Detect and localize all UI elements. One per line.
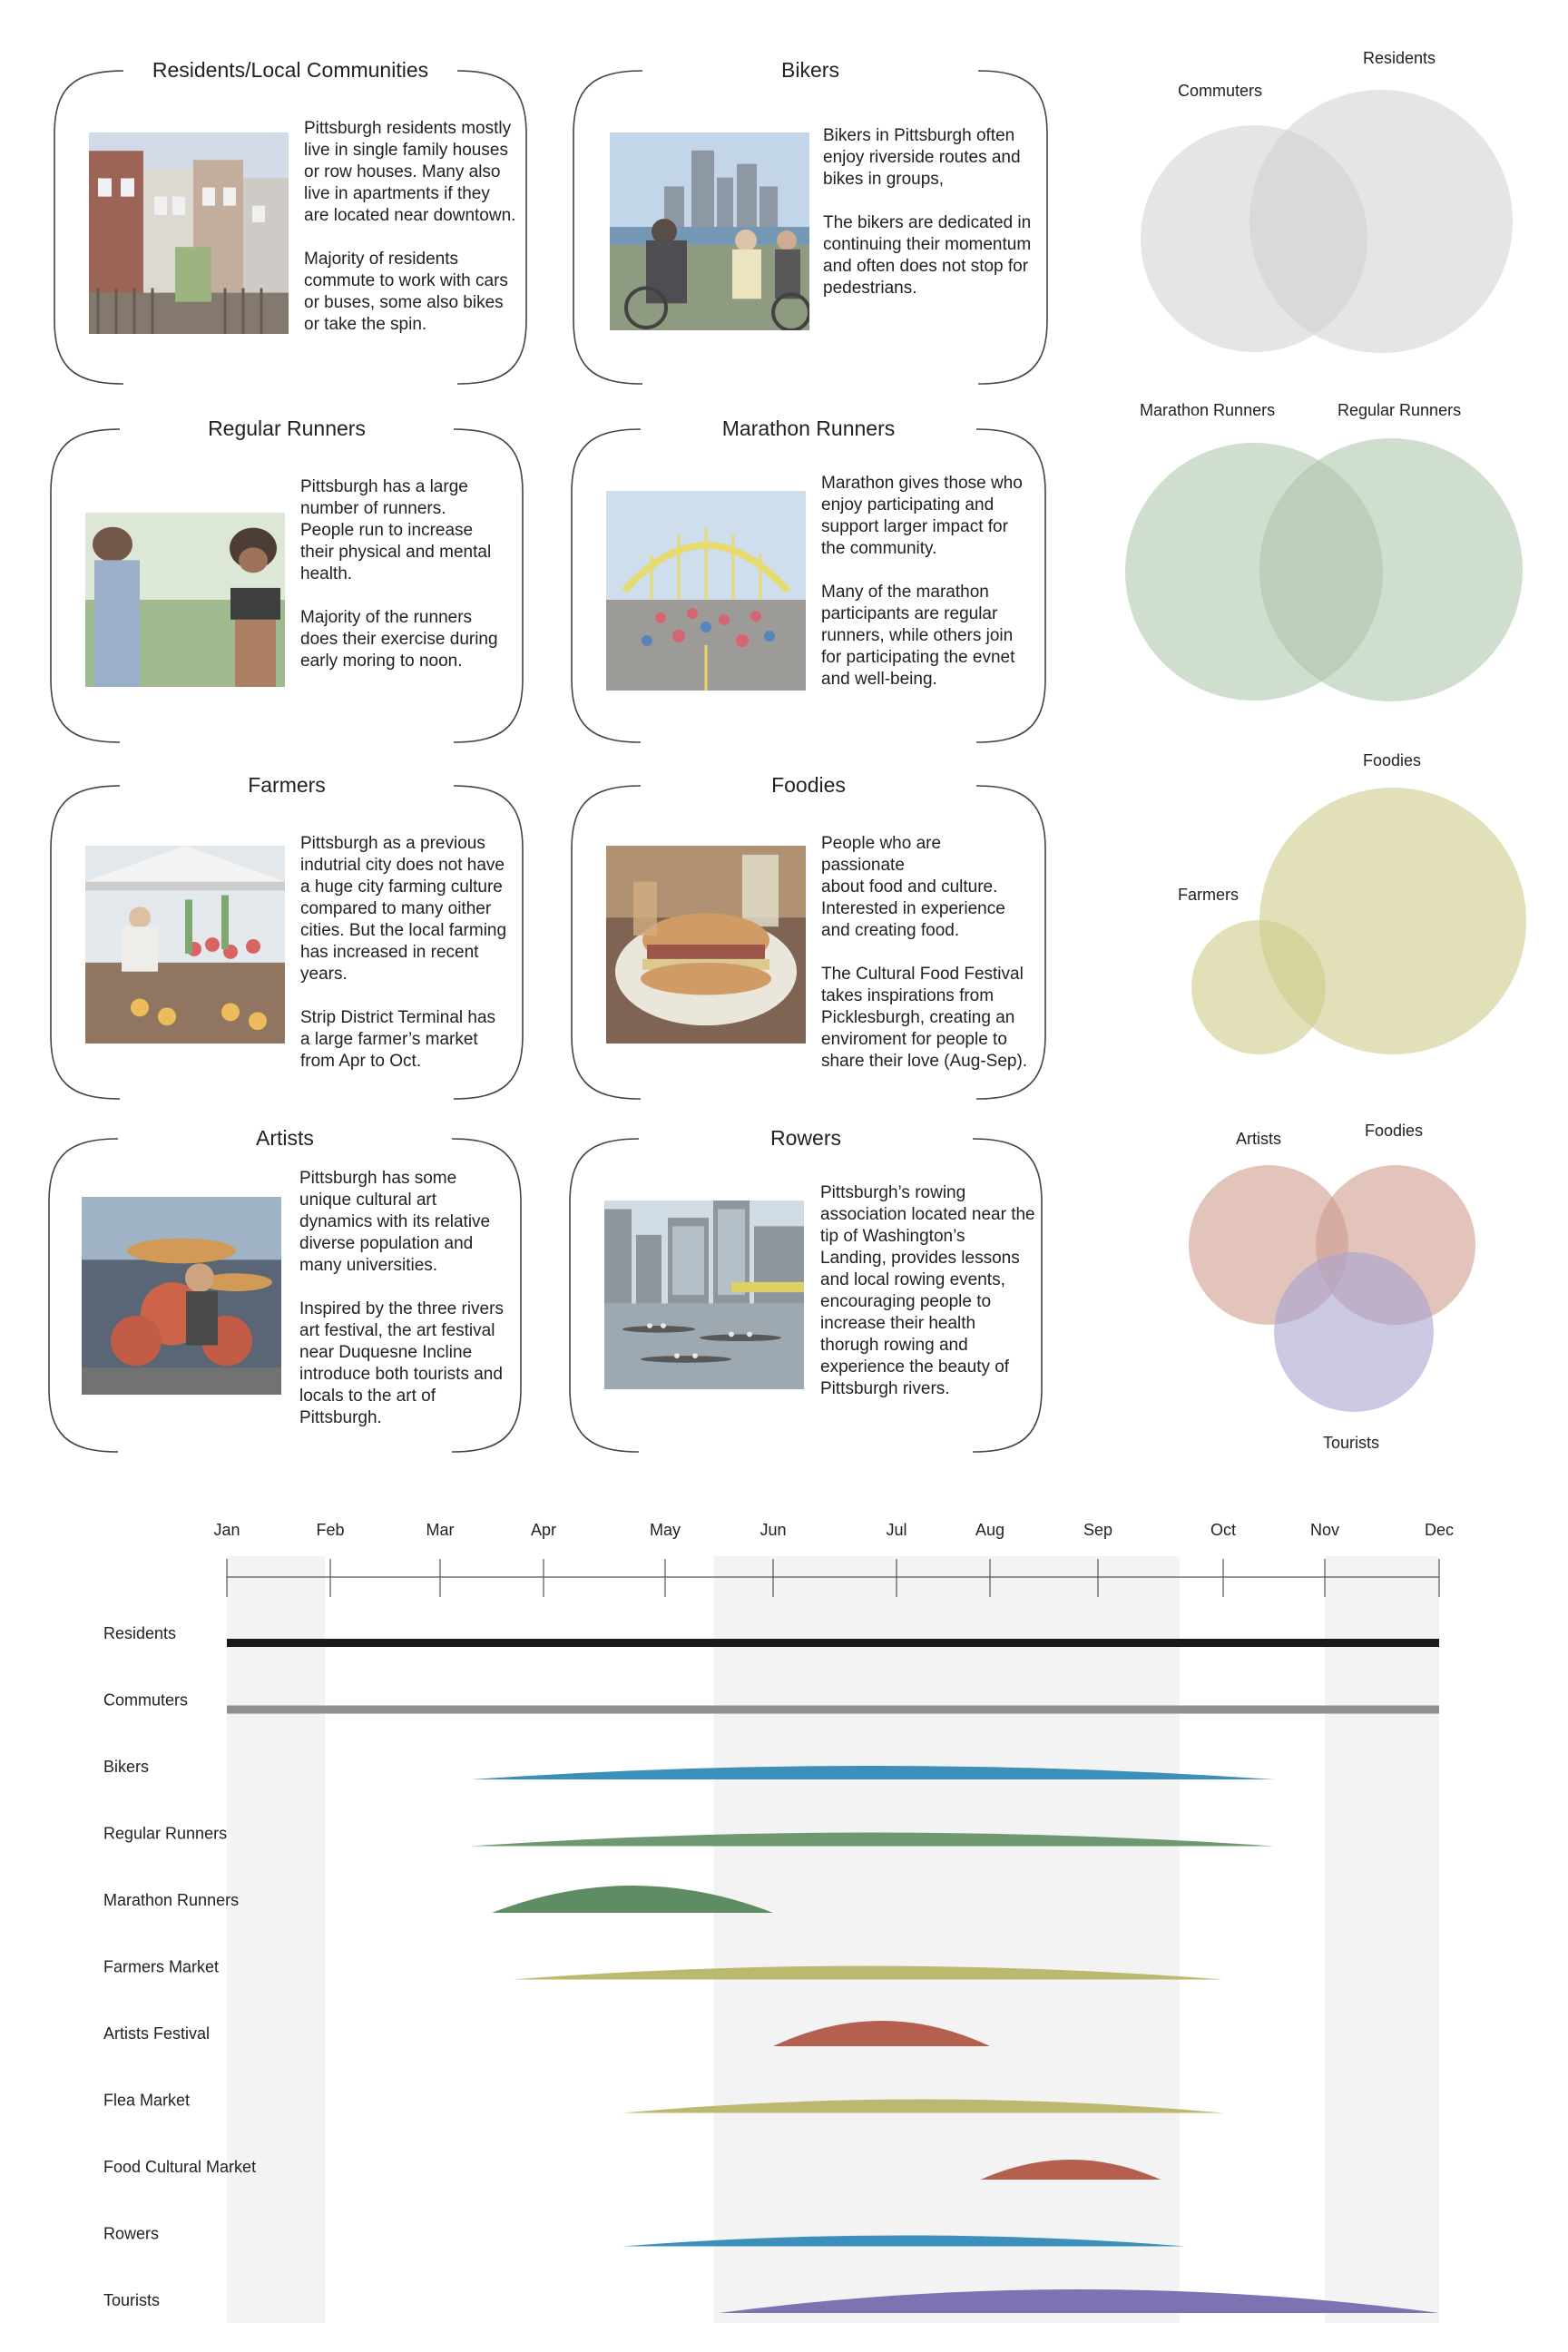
card-paragraph: The bikers are dedicated in continuing their momentum and often does not stop for pedestrians. (823, 213, 1032, 298)
card-paragraph: People who are passionate about food and culture. Interested in experience and creating food. (821, 834, 1005, 940)
venn-tourists-circle (1274, 1252, 1434, 1412)
venn-label-artists: Artists (1236, 1130, 1282, 1148)
card-foodies (572, 773, 1045, 1099)
card-title: Regular Runners (193, 416, 380, 440)
card-description (821, 473, 1044, 712)
marathon-bridge-photo (606, 491, 806, 691)
series-label: Artists Festival (103, 2024, 211, 2043)
month-label: Apr (530, 1521, 557, 1539)
venn-culture (1116, 1143, 1552, 1443)
card-paragraph: The Cultural Food Festival takes inspirations from Picklesburgh, creating an enviroment for people to share their love (Aug-Sep). (821, 965, 1028, 1071)
venn-residents-circle (1250, 90, 1513, 353)
card-paragraph: Majority of the runners does their exercise during early moring to noon. (300, 608, 498, 671)
farmers-market-photo (85, 846, 285, 1044)
series-label: Food Cultural Market (103, 2158, 257, 2176)
series-label: Farmers Market (103, 1957, 220, 1976)
month-label: Jun (760, 1521, 787, 1539)
month-label: Aug (975, 1521, 1005, 1539)
month-label: Feb (316, 1521, 345, 1539)
series-label: Commuters (103, 1690, 189, 1710)
card-description (304, 118, 522, 358)
timeline-highlight-band (1325, 1556, 1439, 2323)
series-label: Rowers (103, 2224, 160, 2243)
month-label: Oct (1210, 1521, 1237, 1539)
venn-label-commuters: Commuters (1178, 82, 1263, 100)
card-bikers (573, 58, 1047, 384)
series-label: Marathon Runners (103, 1891, 240, 1909)
card-residents (54, 58, 526, 384)
venn-label-farmers: Farmers (1178, 886, 1239, 904)
series-bar (227, 1706, 1439, 1714)
card-description (300, 476, 518, 694)
card-title: Residents/Local Communities (138, 58, 443, 82)
card-paragraph: Many of the marathon participants are regular runners, while others join for participating the evnet and well-being. (821, 583, 1015, 689)
row-houses-photo (89, 132, 289, 334)
card-paragraph: Inspired by the three rivers art festival, the art festival near Duquesne Incline introduce both tourists and locals to the art of Pittsburgh. (299, 1299, 504, 1427)
month-label: Nov (1309, 1521, 1340, 1539)
card-title: Marathon Runners (708, 416, 910, 440)
card-title: Artists (241, 1126, 328, 1150)
venn-label-tourists: Tourists (1323, 1434, 1380, 1452)
card-title: Bikers (767, 58, 854, 82)
card-description (821, 833, 1044, 1094)
seasonal-timeline-chart (0, 1479, 1568, 2350)
card-farmers (51, 773, 523, 1099)
venn-label-marathon-runners: Marathon Runners (1140, 401, 1276, 419)
card-paragraph: Marathon gives those who enjoy participating and support larger impact for the community. (821, 474, 1023, 558)
drummer-photo (82, 1197, 281, 1395)
venn-label-foodies-culture: Foodies (1365, 1122, 1424, 1140)
card-description (823, 125, 1045, 321)
card-paragraph: Majority of residents commute to work with cars or buses, some also bikes or take the spin. (304, 250, 508, 334)
card-paragraph: Pittsburgh’s rowing association located near the tip of Washington’s Landing, provides lessons and local rowing events, encouraging people to increase their health thorugh rowing and experience the beauty of Pittsburgh rivers. (820, 1183, 1035, 1398)
series-label: Residents (103, 1624, 177, 1642)
card-title: Rowers (756, 1126, 856, 1150)
month-label: Jan (213, 1521, 240, 1539)
month-label: Jul (886, 1521, 907, 1539)
runners-photo (85, 513, 285, 687)
card-title: Farmers (233, 773, 340, 797)
card-paragraph: Bikers in Pittsburgh often enjoy riverside routes and bikes in groups, (823, 126, 1021, 189)
timeline-highlight-band (714, 1556, 1180, 2323)
month-label: May (649, 1521, 681, 1539)
venn-label-regular-runners: Regular Runners (1338, 401, 1462, 419)
card-artists (49, 1126, 521, 1452)
venn-farmers-circle (1191, 920, 1326, 1054)
month-label: Dec (1424, 1521, 1455, 1539)
series-label: Flea Market (103, 2091, 191, 2110)
card-regular-runners (51, 416, 523, 742)
rowing-river-photo (604, 1200, 804, 1389)
card-paragraph: Pittsburgh residents mostly live in single family houses or row houses. Many also live in apartments if they are located near downtown. (304, 119, 516, 225)
series-label: Bikers (103, 1758, 150, 1776)
month-label: Sep (1083, 1521, 1113, 1539)
card-paragraph: Pittsburgh has a large number of runners. People run to increase their physical and mental health. (300, 477, 492, 583)
venn-label-foodies: Foodies (1363, 751, 1422, 769)
venn-regular-circle (1259, 438, 1523, 701)
series-bar (227, 1639, 1439, 1647)
card-description (300, 833, 523, 1094)
venn-runners (1116, 426, 1552, 717)
burger-photo (606, 846, 806, 1044)
timeline-highlight-band (227, 1556, 325, 2323)
card-rowers (570, 1126, 1042, 1452)
card-description (820, 1182, 1043, 1422)
venn-food (1116, 771, 1552, 1080)
series-label: Tourists (103, 2291, 161, 2309)
card-marathon-runners (572, 416, 1045, 742)
card-description (299, 1168, 522, 1451)
series-label: Regular Runners (103, 1824, 228, 1843)
month-label: Mar (426, 1521, 455, 1539)
venn-label-residents: Residents (1363, 49, 1436, 67)
card-paragraph: Pittsburgh has some unique cultural art dynamics with its relative diverse population and many universities. (299, 1169, 491, 1275)
card-paragraph: Pittsburgh as a previous indutrial city does not have a huge city farming culture compared to many oither cities. But the local farming has increased in recent years. (300, 834, 507, 984)
bikers-skyline-photo (610, 132, 809, 330)
card-title: Foodies (757, 773, 860, 797)
card-paragraph: Strip District Terminal has a large farmer’s market from Apr to Oct. (300, 1008, 496, 1071)
